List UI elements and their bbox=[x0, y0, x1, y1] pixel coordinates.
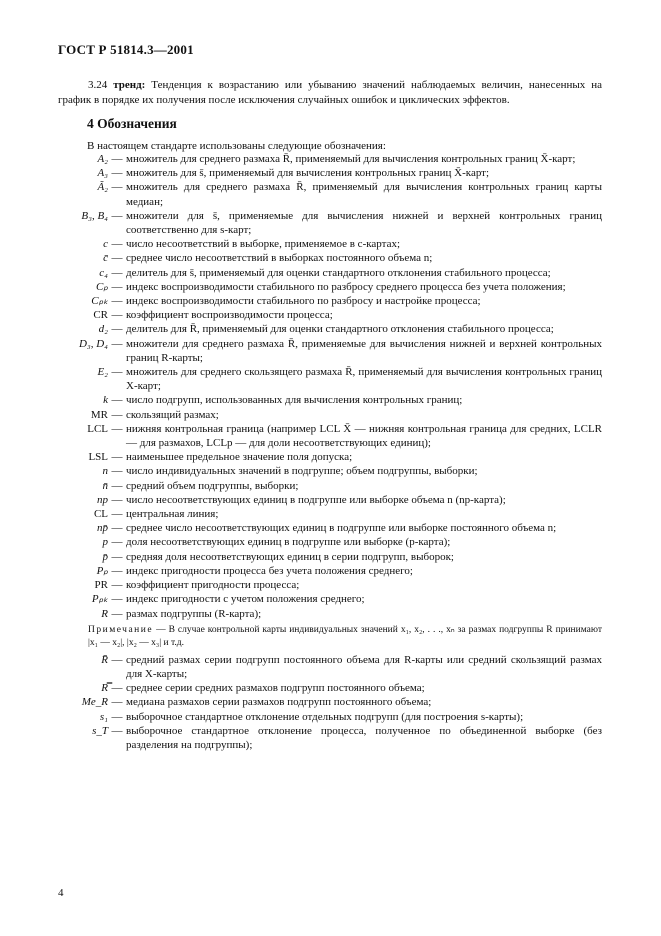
definition-text: число индивидуальных значений в подгруппе; объем подгруппы, выборки; bbox=[126, 465, 478, 478]
definition-text: центральная линия; bbox=[126, 508, 219, 521]
definition-text: выборочное стандартное отклонение отдельных подгрупп (для построения s-карты); bbox=[126, 710, 524, 723]
definition-text: индекс воспроизводимости стабильного по разбросу и настройке процесса; bbox=[126, 295, 481, 308]
definition-row bbox=[58, 578, 602, 592]
definition-text: множитель для среднего размаха R̄, применяемый для вычисления контрольных границ X̄-карт; bbox=[126, 153, 576, 165]
definition-row bbox=[58, 280, 602, 294]
definition-text: индекс пригодности процесса без учета положения среднего; bbox=[126, 564, 413, 577]
section-title: 4 Обозначения bbox=[87, 116, 177, 131]
definition-dash: — bbox=[111, 252, 123, 265]
definition-text: число несоответствующих единиц в подгруппе или выборке объема n (np-карта); bbox=[126, 493, 506, 506]
definition-row bbox=[58, 535, 602, 549]
definition-dash: — bbox=[111, 607, 123, 620]
definition-row bbox=[58, 681, 602, 695]
definition-symbol: p̄ bbox=[102, 550, 108, 563]
definition-row bbox=[58, 521, 602, 535]
definition-text: делитель для s̄, применяемый для оценки стандартного отклонения стабильного процесса; bbox=[126, 266, 551, 279]
definition-dash: — bbox=[111, 536, 123, 549]
term-paragraph bbox=[58, 78, 602, 108]
definition-symbol: d₂ bbox=[98, 323, 108, 336]
definition-symbol: E₂ bbox=[97, 366, 108, 379]
definition-dash: — bbox=[111, 550, 123, 563]
definitions-list bbox=[58, 152, 602, 752]
definition-text: среднее число несоответствующих единиц в подгруппе или выборке постоянного объема n; bbox=[126, 522, 557, 535]
definition-dash: — bbox=[111, 493, 123, 506]
definition-symbol: B₃, B₄ bbox=[81, 209, 108, 222]
definition-row bbox=[58, 653, 602, 681]
definition-text: множитель для s̄, применяемый для вычисления контрольных границ X̄-карт; bbox=[126, 167, 490, 180]
definition-row bbox=[58, 507, 602, 521]
definition-row bbox=[58, 479, 602, 493]
definition-row bbox=[58, 408, 602, 422]
definition-symbol: np bbox=[97, 493, 108, 506]
definition-row bbox=[58, 393, 602, 407]
document-header: ГОСТ Р 51814.3—2001 bbox=[58, 42, 194, 57]
definition-dash: — bbox=[111, 408, 123, 421]
term-name: тренд: bbox=[113, 79, 146, 91]
definition-symbol: k bbox=[103, 394, 108, 407]
definition-text: среднее серии средних размахов подгрупп постоянного объема; bbox=[126, 682, 425, 695]
definition-symbol: PR bbox=[94, 579, 108, 592]
definition-text: множители для среднего размаха R̄, применяемые для вычисления нижней и верхней контрольных границ R-карты; bbox=[126, 337, 602, 364]
definition-symbol: Cₚ bbox=[95, 280, 108, 293]
definition-dash: — bbox=[111, 593, 123, 606]
definition-row bbox=[58, 564, 602, 578]
definition-row bbox=[58, 592, 602, 606]
definition-symbol: Pₚ bbox=[96, 564, 108, 577]
definition-dash: — bbox=[111, 508, 123, 521]
definition-dash: — bbox=[111, 724, 123, 737]
definition-symbol: CL bbox=[93, 508, 108, 521]
definition-symbol: R bbox=[101, 607, 108, 620]
definition-row bbox=[58, 724, 602, 752]
definition-symbol: D₃, D₄ bbox=[78, 337, 108, 350]
definition-text: делитель для R̄, применяемый для оценки стандартного отклонения стабильного процесса; bbox=[126, 323, 554, 336]
definition-row bbox=[58, 550, 602, 564]
definition-row bbox=[58, 180, 602, 208]
definition-text: число подгрупп, использованных для вычисления контрольных границ; bbox=[126, 394, 463, 407]
definition-symbol: s₁ bbox=[99, 710, 108, 723]
definition-symbol: s_T bbox=[92, 724, 108, 737]
definition-symbol: Cₚₖ bbox=[91, 295, 108, 308]
definition-text: множитель для среднего скользящего размаха R̄, применяемый для вычисления контрольных границ X-карт; bbox=[126, 366, 602, 393]
definition-row bbox=[58, 493, 602, 507]
definition-dash: — bbox=[111, 153, 123, 165]
definition-dash: — bbox=[111, 394, 123, 407]
definition-dash: — bbox=[111, 479, 123, 492]
note-label: Примечание bbox=[88, 624, 154, 635]
definition-row bbox=[58, 308, 602, 322]
definition-dash: — bbox=[111, 238, 123, 251]
definition-text: коэффициент воспроизводимости процесса; bbox=[126, 309, 333, 322]
definition-text: медиана размахов серии размахов подгрупп постоянного объема; bbox=[126, 696, 432, 709]
definition-row bbox=[58, 322, 602, 336]
definition-row bbox=[58, 422, 602, 450]
definition-symbol: c bbox=[103, 238, 108, 251]
definition-symbol: A₂ bbox=[97, 153, 108, 165]
definition-row bbox=[58, 237, 602, 251]
definition-text: индекс воспроизводимости стабильного по разбросу среднего процесса без учета положения; bbox=[126, 280, 566, 293]
definition-row bbox=[58, 464, 602, 478]
definition-symbol: np̄ bbox=[97, 522, 108, 535]
definition-dash: — bbox=[111, 710, 123, 723]
definition-symbol: c̄ bbox=[103, 252, 108, 265]
definition-text: наименьшее предельное значение поля допуска; bbox=[126, 451, 353, 464]
definition-symbol: R̄ bbox=[101, 653, 108, 666]
definition-row bbox=[58, 365, 602, 393]
definition-dash: — bbox=[111, 366, 123, 379]
definition-symbol: R̿ bbox=[101, 682, 108, 695]
page-number: 4 bbox=[58, 887, 64, 899]
definition-symbol: n̄ bbox=[102, 479, 108, 492]
definition-dash: — bbox=[111, 579, 123, 592]
definition-dash: — bbox=[111, 564, 123, 577]
definition-dash: — bbox=[111, 266, 123, 279]
definition-row bbox=[58, 294, 602, 308]
definition-symbol: Pₚₖ bbox=[91, 593, 108, 606]
section-intro: В настоящем стандарте использованы следующие обозначения: bbox=[87, 140, 386, 152]
definition-dash: — bbox=[111, 209, 123, 222]
definition-text: множители для s̄, применяемые для вычисления нижней и верхней контрольных границ соответственно для s-карт; bbox=[126, 209, 602, 237]
definition-text: средняя доля несоответствующих единиц в серии подгрупп, выборок; bbox=[126, 550, 454, 563]
definition-row bbox=[58, 337, 602, 365]
definition-text: нижняя контрольная граница (например LCL X̄ — нижняя контрольная граница для средних, LCLR — для размахов, LCLp — для доли несоответствующих единиц); bbox=[126, 422, 602, 450]
definition-dash: — bbox=[111, 181, 123, 194]
definition-row bbox=[58, 266, 602, 280]
definition-text: доля несоответствующих единиц в подгруппе или выборке (p-карта); bbox=[126, 536, 451, 549]
note-text: — В случае контрольной карты индивидуальных значений x₁, x₂, . . ., xₙ за размах подгруппы R принимают |x₁ — x₂|, |x₂ — x₃| и т.д. bbox=[88, 624, 602, 648]
definition-dash: — bbox=[111, 465, 123, 478]
definition-row bbox=[58, 166, 602, 180]
definition-text: скользящий размах; bbox=[126, 408, 219, 421]
definition-row bbox=[58, 450, 602, 464]
definition-symbol: MR bbox=[90, 408, 108, 421]
definition-dash: — bbox=[111, 696, 123, 709]
definition-dash: — bbox=[111, 280, 123, 293]
definition-text: число несоответствий в выборке, применяемое в c-картах; bbox=[126, 238, 401, 251]
definition-dash: — bbox=[111, 653, 123, 666]
definition-symbol: A₃ bbox=[97, 167, 108, 180]
definition-text: выборочное стандартное отклонение процесса, полученное по объединенной выборке (без разделения на подгруппы); bbox=[126, 724, 602, 751]
definition-symbol: LCL bbox=[87, 422, 108, 435]
definition-row bbox=[58, 695, 602, 709]
definition-dash: — bbox=[111, 309, 123, 322]
definition-dash: — bbox=[111, 451, 123, 464]
definition-symbol: LSL bbox=[88, 451, 108, 464]
definition-dash: — bbox=[111, 295, 123, 308]
definition-dash: — bbox=[111, 522, 123, 535]
definition-text: средний размах серии подгрупп постоянного объема для R-карты или средний скользящий размах для X-карты; bbox=[126, 653, 602, 680]
definition-dash: — bbox=[111, 422, 123, 435]
definition-symbol: n bbox=[102, 465, 108, 478]
definition-symbol: Ã₂ bbox=[97, 181, 108, 194]
definition-text: размах подгруппы (R-карта); bbox=[126, 607, 262, 620]
definition-text: среднее число несоответствий в выборках постоянного объема n; bbox=[126, 252, 433, 265]
definition-symbol: c₄ bbox=[99, 266, 108, 279]
definition-dash: — bbox=[111, 337, 123, 350]
definition-row bbox=[58, 710, 602, 724]
definition-text: коэффициент пригодности процесса; bbox=[126, 579, 300, 592]
definition-text: множитель для среднего размаха R̄, применяемый для вычисления контрольных границ карты медиан; bbox=[126, 181, 602, 208]
definition-dash: — bbox=[111, 323, 123, 336]
definition-row bbox=[58, 251, 602, 265]
definition-dash: — bbox=[111, 682, 123, 695]
definition-symbol: p bbox=[102, 536, 108, 549]
definition-row bbox=[58, 209, 602, 237]
definition-text: средний объем подгруппы, выборки; bbox=[126, 479, 299, 492]
definition-text: индекс пригодности с учетом положения среднего; bbox=[126, 593, 365, 606]
definition-row bbox=[58, 607, 602, 621]
definition-symbol: Me_R bbox=[81, 696, 108, 709]
definition-dash: — bbox=[111, 167, 123, 180]
note bbox=[58, 624, 602, 650]
term-number: 3.24 bbox=[88, 79, 108, 91]
definition-symbol: CR bbox=[93, 309, 108, 322]
term-text: Тенденция к возрастанию или убыванию значений наблюдаемых величин, нанесенных на график в порядке их получения после исключения случайных ошибок и циклических эффектов. bbox=[58, 79, 602, 106]
definition-row bbox=[58, 152, 602, 166]
